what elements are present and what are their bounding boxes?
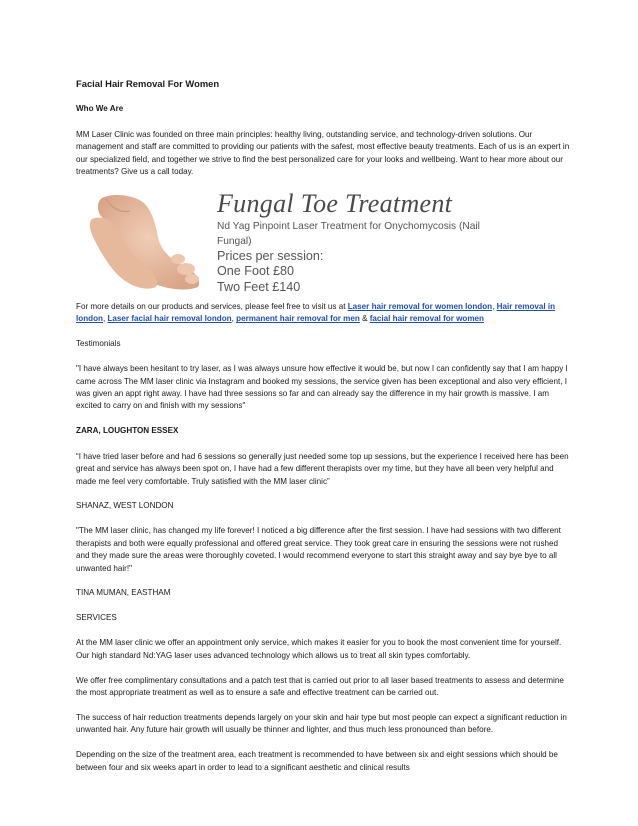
link-separator-amp: & xyxy=(359,314,370,324)
services-paragraph-4: Depending on the size of the treatment area, each treatment is recommended to have between six and eight sessions which should be between four and six weeks apart in order to lead to a significant aesthetic and clinical results xyxy=(76,750,558,772)
who-we-are-heading: Who We Are xyxy=(76,104,124,114)
details-prefix: For more details on our products and services, please feel free to visit us at xyxy=(76,301,348,311)
testimonials-heading: Testimonials xyxy=(76,339,121,349)
promo-one-foot-price: One Foot £80 xyxy=(217,264,295,279)
link-laser-hair-removal-women-london[interactable]: Laser hair removal for women london xyxy=(347,301,493,311)
testimonial-1: "I have always been hesitant to try laser, as I was always unsure how effective it would be, but now I can confidently say that I am happy I came across The MM laser clinic via Instagram and booked my sessions, the service given has been exceptional and also very efficient, I was given an appt right away. I have had three sessions so far and can already say the difference in my hair growth is massive. I am excited to carry on and finish with my sessions" xyxy=(76,364,568,411)
link-hair-removal-london[interactable]: Hair removal in london xyxy=(76,301,556,324)
link-separator: , xyxy=(102,314,108,324)
promo-prices-label: Prices per session: xyxy=(217,248,324,263)
promo-title: Fungal Toe Treatment xyxy=(217,188,453,218)
page-title: Facial Hair Removal For Women xyxy=(76,78,220,89)
promo-two-feet-price: Two Feet £140 xyxy=(217,279,301,294)
link-facial-hair-removal-women[interactable]: facial hair removal for women xyxy=(369,314,484,324)
services-paragraph-2: We offer free complimentary consultations and a patch test that is carried out prior to all laser based treatments to assess and determine the most appropriate treatment as well as to ensure a safe and effective treatment can be carried out. xyxy=(76,675,564,697)
intro-paragraph: MM Laser Clinic was founded on three main principles: healthy living, outstanding service, and technology-driven solutions. Our management and staff are committed to providing our patients with the safest, most effective beauty treatments. Each of us is an expert in our specialized field, and together we strive to find the best personalized care for your looks and wellbeing. Want to hear more about our treatments? Give us a call today. xyxy=(76,129,570,177)
testimonial-1-author: ZARA, LOUGHTON ESSEX xyxy=(76,426,179,436)
link-permanent-hair-removal-men[interactable]: permanent hair removal for men xyxy=(236,314,360,324)
promo-subtitle: Nd Yag Pinpoint Laser Treatment for Onychomycosis (Nail Fungal) xyxy=(217,220,480,247)
document-page xyxy=(76,78,570,787)
fungal-toe-promo-image xyxy=(86,189,486,292)
testimonial-3: "The MM laser clinic, has changed my life forever! I noticed a big difference after the first session. I have had sessions with two different therapists and both were equally professional and offered great service. They took great care in ensuring the sessions were not rushed and they made sure the areas were thoroughly coveted. I would recommend everyone to start this straight away and say bye bye to all unwanted hair!" xyxy=(76,526,561,573)
feet-photo-icon xyxy=(86,189,208,292)
services-heading: SERVICES xyxy=(76,613,117,623)
services-paragraph-1: At the MM laser clinic we offer an appointment only service, which makes it easier for you to book the most convenient time for yourself. Our high standard Nd:YAG laser uses advanced technology which allows us to treat all skin types comfortably. xyxy=(76,638,562,660)
link-separator: , xyxy=(231,314,237,324)
details-paragraph xyxy=(76,301,570,326)
testimonial-3-author: TINA MUMAN, EASTHAM xyxy=(76,588,171,598)
testimonial-2: “I have tried laser before and had 6 sessions so generally just needed some top up sessions, but the experience I received here has been great and service has always been spot on, I have had a few different therapists over my time, but they have all been very helpful and made me feel very comfortable. Truly satisfied with the MM laser clinic” xyxy=(76,451,569,486)
services-paragraph-3: The success of hair reduction treatments depends largely on your skin and hair type but most people can expect a significant reduction in unwanted hair. Any future hair growth will usually be thinner and lighter, and thus much less pronounced than before. xyxy=(76,712,567,735)
link-separator: , xyxy=(492,301,497,311)
promo-text-block xyxy=(217,189,517,296)
testimonial-2-author: SHANAZ, WEST LONDON xyxy=(76,501,174,511)
link-laser-facial-hair-removal-london[interactable]: Laser facial hair removal london xyxy=(107,314,232,324)
